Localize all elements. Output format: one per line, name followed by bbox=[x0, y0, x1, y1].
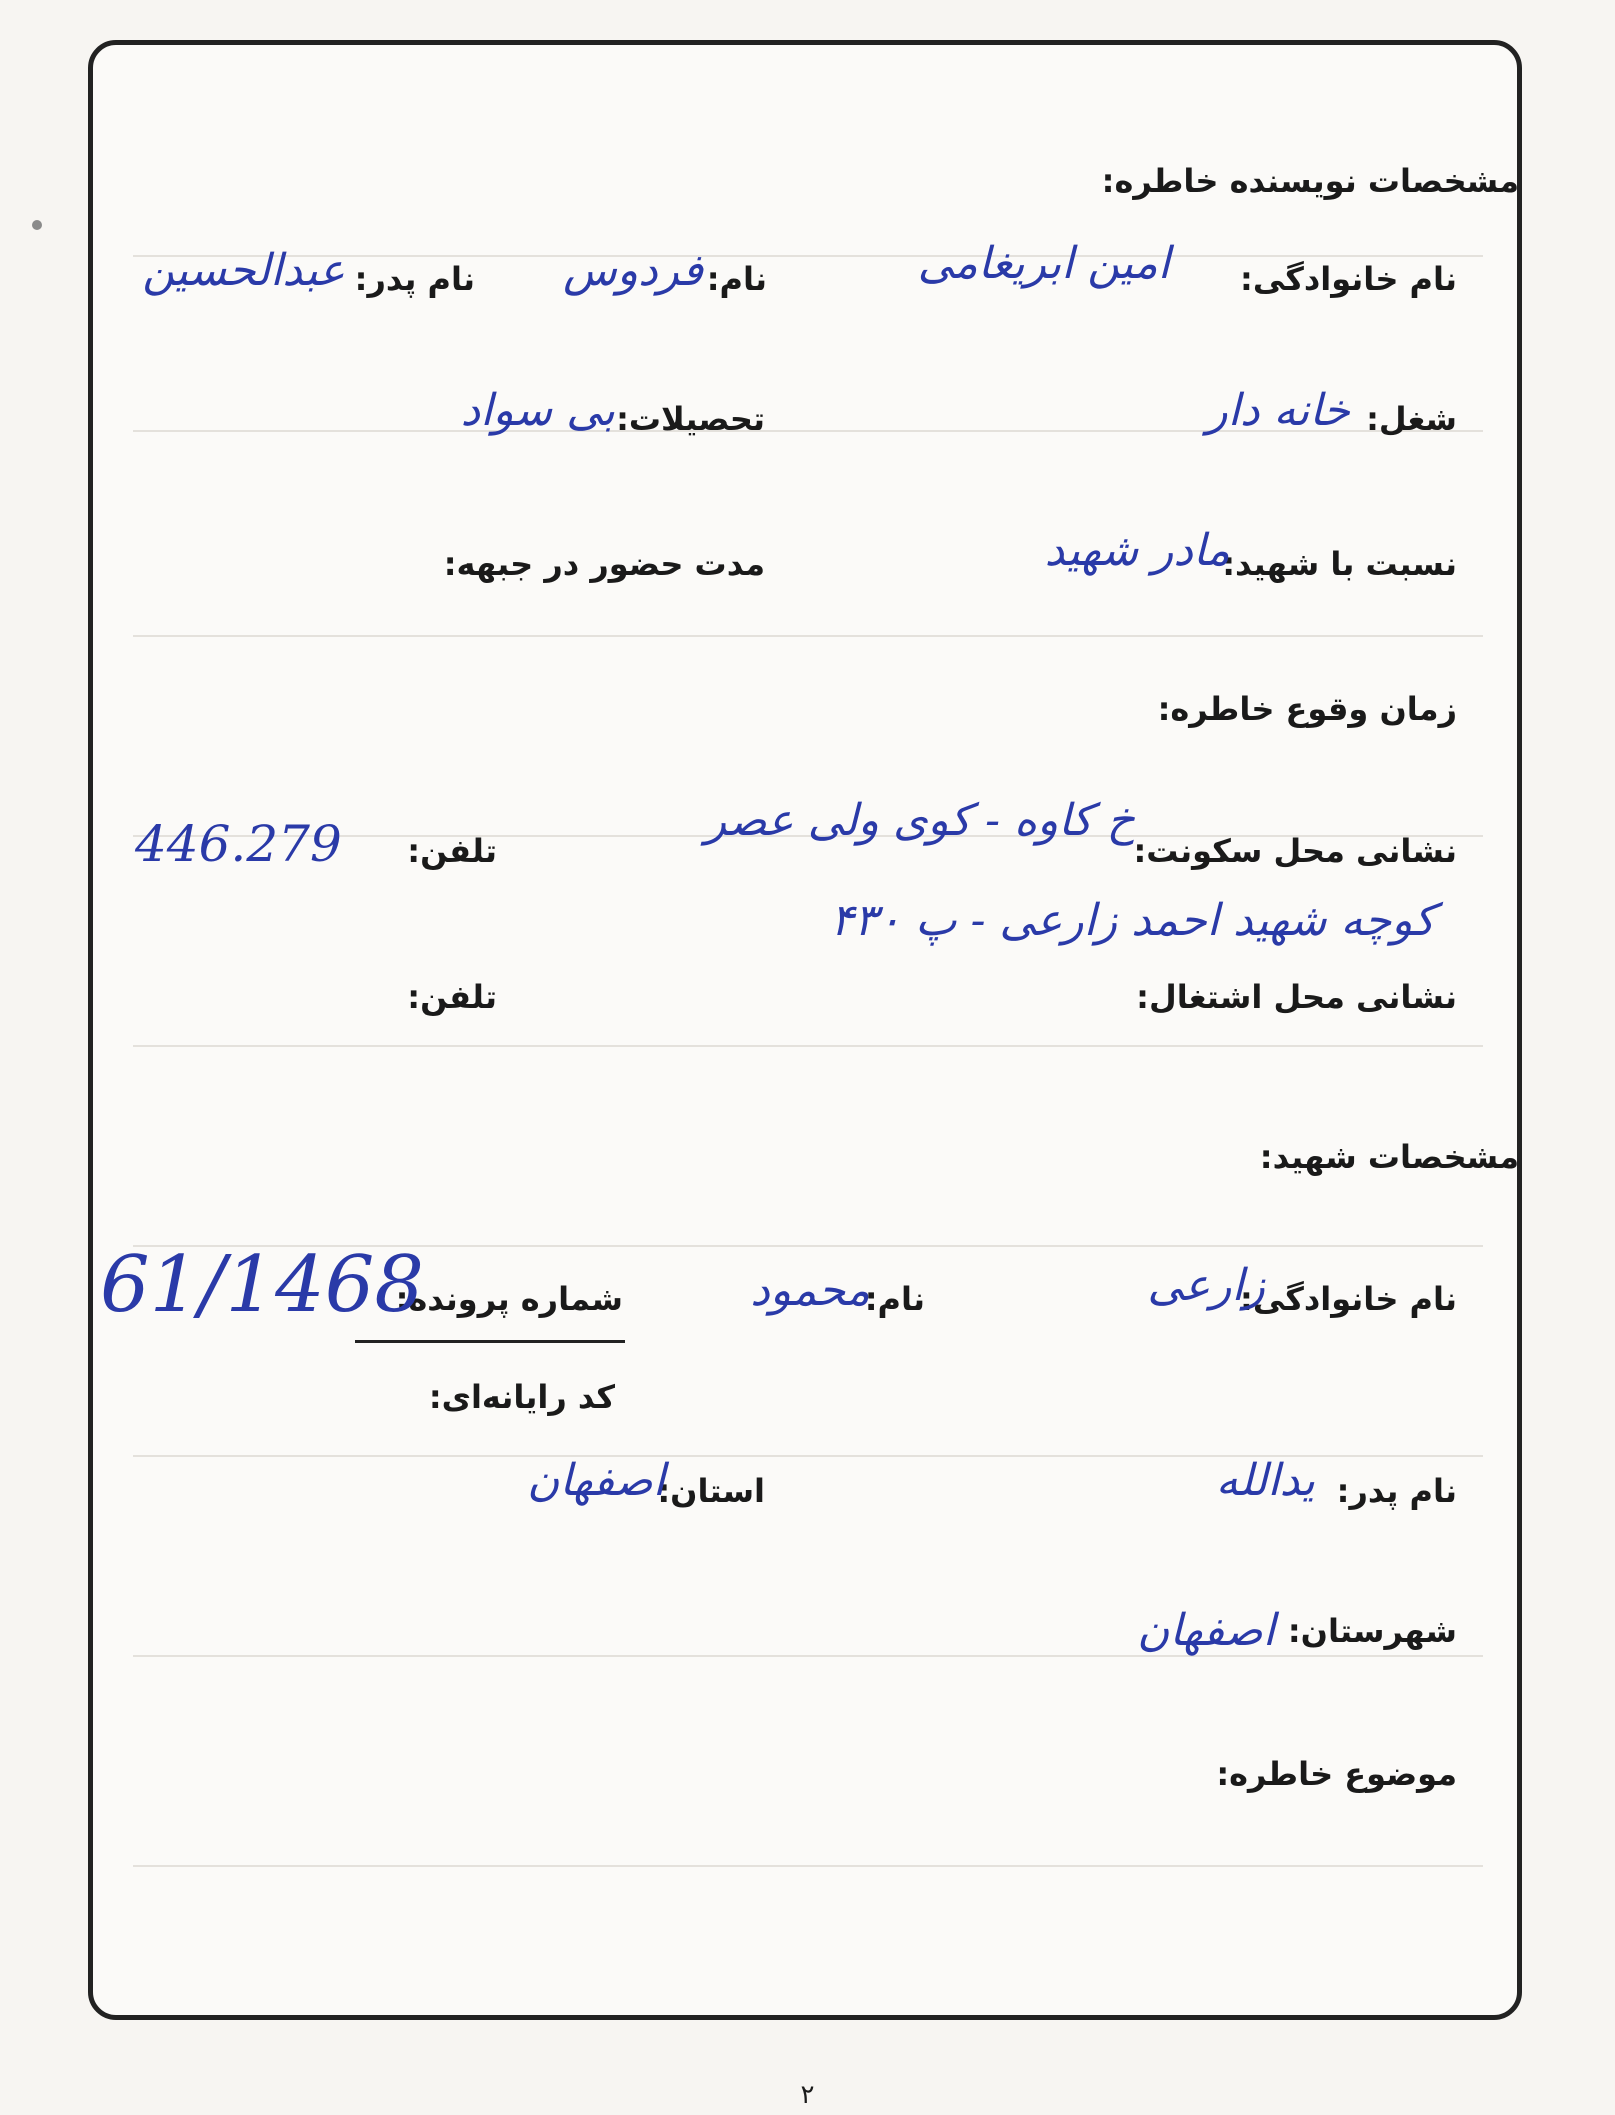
writer-home-address-line1: خ کاوه - کوی ولی عصر bbox=[705, 795, 1135, 846]
writer-phone-value: 446.279 bbox=[135, 815, 342, 873]
martyr-family-name-value: زارعی bbox=[1147, 1260, 1265, 1311]
faint-line bbox=[133, 1655, 1483, 1657]
martyr-heading: مشخصات شهید: bbox=[1259, 1138, 1519, 1176]
writer-job-value: خانه دار bbox=[1206, 385, 1350, 436]
writer-work-phone-label: تلفن: bbox=[407, 978, 497, 1016]
file-number-underline bbox=[355, 1340, 625, 1343]
writer-heading: مشخصات نویسنده خاطره: bbox=[1101, 162, 1519, 200]
writer-first-name-label: نام: bbox=[706, 260, 767, 298]
writer-job-label: شغل: bbox=[1366, 400, 1457, 438]
form-frame bbox=[88, 40, 1522, 2020]
martyr-city-value: اصفهان bbox=[1137, 1605, 1275, 1656]
writer-first-name-value: فردوس bbox=[563, 245, 703, 296]
martyr-father-name-value: یدالله bbox=[1215, 1455, 1315, 1506]
martyr-province-label: استان: bbox=[657, 1472, 765, 1510]
martyr-first-name-value: محمود bbox=[750, 1265, 870, 1316]
martyr-province-value: اصفهان bbox=[527, 1455, 665, 1506]
writer-education-label: تحصیلات: bbox=[616, 400, 765, 438]
faint-line bbox=[133, 1045, 1483, 1047]
martyr-father-name-label: نام پدر: bbox=[1336, 1472, 1457, 1510]
writer-home-address-line2: کوچه شهید احمد زارعی - پ ۴۳۰ bbox=[830, 895, 1435, 946]
writer-memory-time-label: زمان وقوع خاطره: bbox=[1157, 690, 1457, 728]
page-number: ۲ bbox=[800, 2080, 815, 2110]
writer-education-value: بی سواد bbox=[460, 385, 615, 436]
writer-family-name-label: نام خانوادگی: bbox=[1240, 260, 1457, 298]
writer-relation-label: نسبت با شهید: bbox=[1222, 545, 1457, 583]
writer-family-name-value: امین ابریغامی bbox=[917, 238, 1170, 289]
stray-dot bbox=[32, 220, 42, 230]
writer-relation-value: مادر شهید bbox=[1044, 525, 1230, 576]
martyr-family-name-label: نام خانوادگی: bbox=[1240, 1280, 1457, 1318]
writer-father-name-value: عبدالحسین bbox=[142, 245, 345, 296]
faint-line bbox=[133, 635, 1483, 637]
writer-front-duration-label: مدت حضور در جبهه: bbox=[443, 545, 765, 583]
martyr-city-label: شهرستان: bbox=[1287, 1612, 1457, 1650]
writer-work-address-label: نشانی محل اشتغال: bbox=[1136, 978, 1457, 1016]
writer-home-address-label: نشانی محل سکونت: bbox=[1133, 832, 1457, 870]
martyr-first-name-label: نام: bbox=[864, 1280, 925, 1318]
writer-father-name-label: نام پدر: bbox=[354, 260, 475, 298]
faint-line bbox=[133, 1865, 1483, 1867]
martyr-file-number-value: 61/1468 bbox=[100, 1240, 425, 1330]
writer-phone-label: تلفن: bbox=[407, 832, 497, 870]
martyr-file-number-label: شماره پرونده: bbox=[395, 1280, 623, 1318]
martyr-computer-code-label: کد رایانه‌ای: bbox=[428, 1378, 615, 1416]
martyr-memory-subject-label: موضوع خاطره: bbox=[1216, 1755, 1457, 1793]
